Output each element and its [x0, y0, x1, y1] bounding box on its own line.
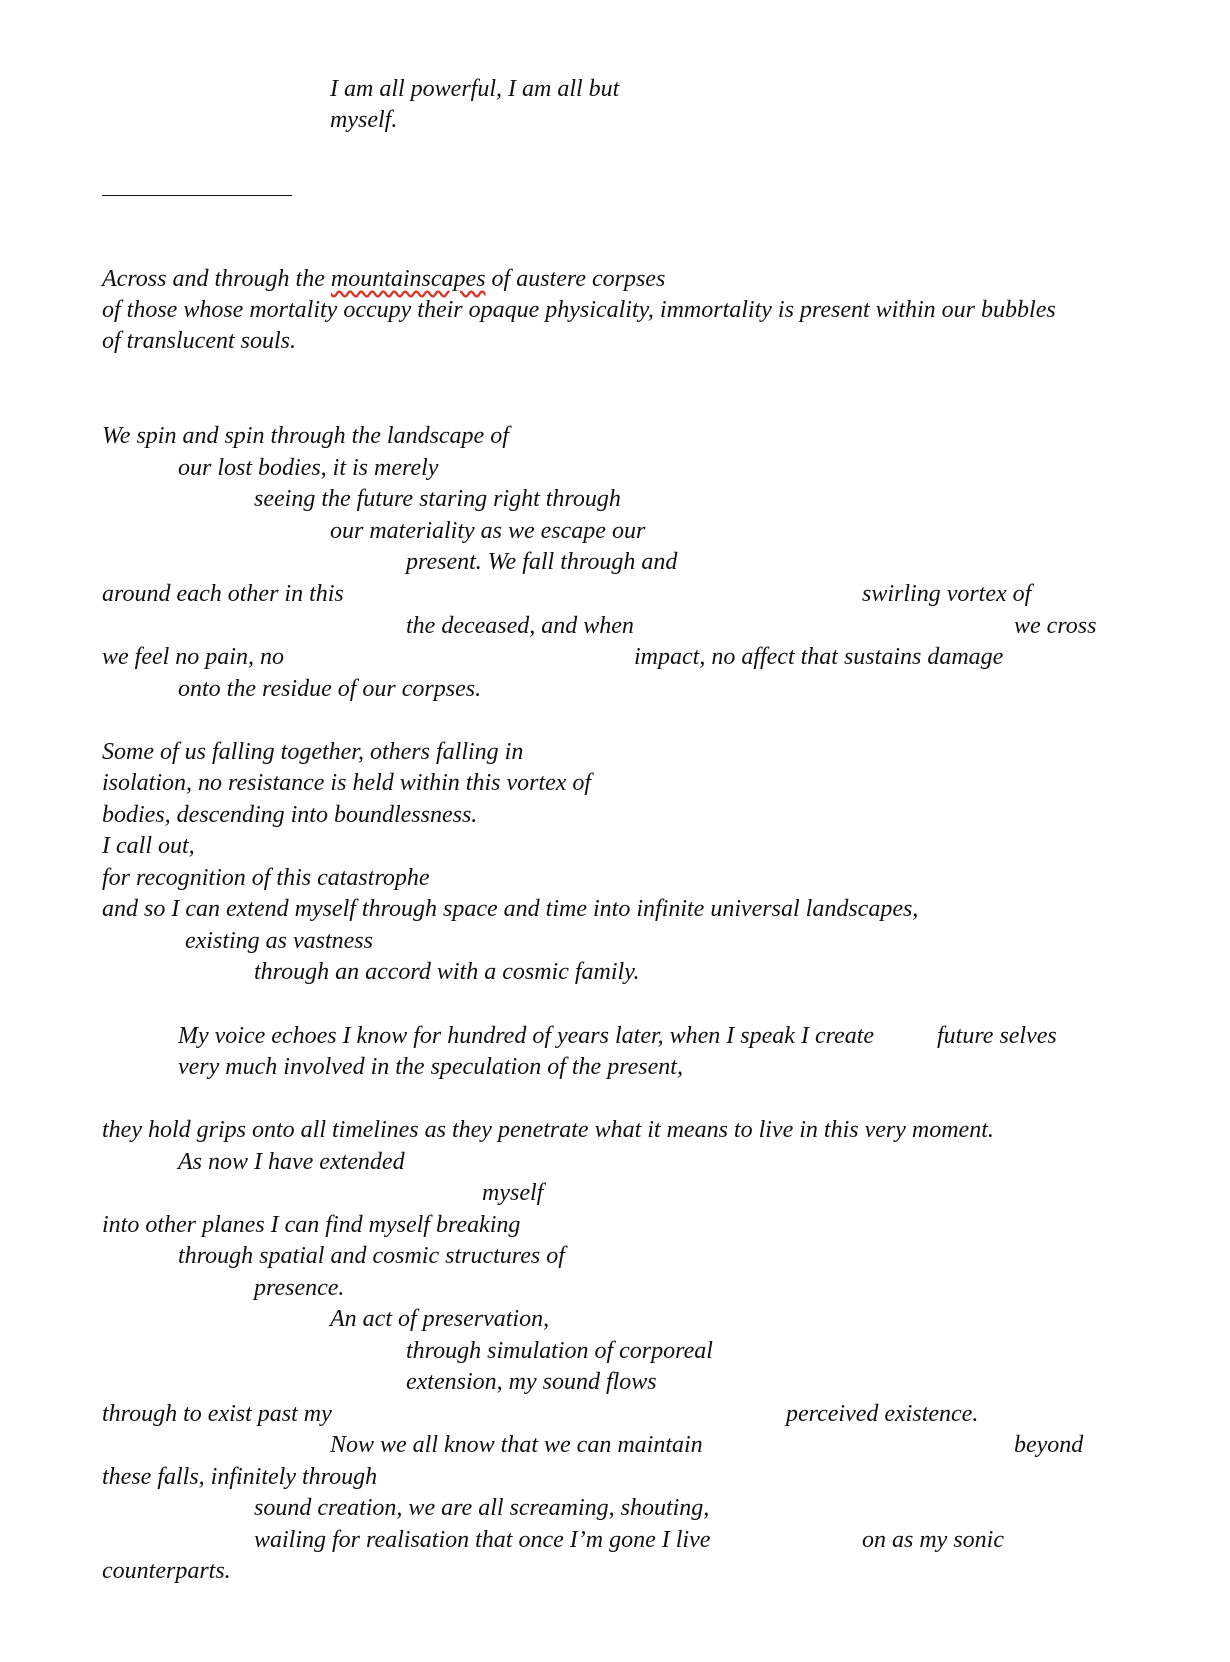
poem-line: swirling vortex of [862, 581, 1032, 607]
poem-line: Some of us falling together, others falling in [102, 739, 524, 765]
poem-line: through to exist past my [102, 1401, 332, 1427]
section-divider [102, 195, 292, 196]
poem-line: for recognition of this catastrophe [102, 865, 430, 891]
poem-line: My voice echoes I know for hundred of years later, when I speak I create [178, 1023, 875, 1049]
poem-line [102, 264, 665, 294]
poem-line: existing as vastness [185, 928, 373, 954]
poem-line: isolation, no resistance is held within this vortex of [102, 770, 592, 796]
poem-line: counterparts. [102, 1558, 231, 1584]
poem-line: We spin and spin through the landscape of [102, 423, 509, 449]
poem-line: through simulation of corporeal [406, 1338, 713, 1364]
poem-line: into other planes I can find myself breaking [102, 1212, 521, 1238]
poem-line: future selves [937, 1023, 1057, 1049]
poem-line: these falls, infinitely through [102, 1464, 378, 1490]
poem-line: sound creation, we are all screaming, shouting, [254, 1495, 710, 1521]
poem-line: beyond [1014, 1432, 1084, 1458]
poem-line: myself [482, 1180, 544, 1206]
poem-line: through spatial and cosmic structures of [178, 1243, 565, 1269]
poem-line: presence. [254, 1275, 345, 1301]
poem-text: Across and through the [102, 266, 331, 292]
poem-line: perceived existence. [786, 1401, 979, 1427]
spellcheck-flagged-word[interactable]: mountainscapes [330, 266, 486, 292]
poem-line: through an accord with a cosmic family. [254, 959, 640, 985]
poem-line: Now we all know that we can maintain [330, 1432, 703, 1458]
poem-line: of translucent souls. [102, 328, 297, 354]
poem-line: very much involved in the speculation of the present, [178, 1054, 683, 1080]
poem-line: myself. [330, 107, 398, 133]
poem-line: As now I have extended [178, 1149, 405, 1175]
poem-line: we feel no pain, no [102, 644, 284, 670]
poem-line: around each other in this [102, 581, 344, 607]
poem-line: seeing the future staring right through [254, 486, 621, 512]
poem-line: onto the residue of our corpses. [178, 676, 482, 702]
poem-line: bodies, descending into boundlessness. [102, 802, 478, 828]
poem-line: An act of preservation, [330, 1306, 550, 1332]
poem-line: extension, my sound flows [406, 1369, 657, 1395]
poem-text: of austere corpses [485, 266, 666, 292]
poem-line: wailing for realisation that once I’m gone I live [254, 1527, 711, 1553]
poem-line: impact, no affect that sustains damage [634, 644, 1004, 670]
poem-line: and so I can extend myself through space and time into infinite universal landscapes, [102, 896, 919, 922]
poem-line: our materiality as we escape our [330, 518, 646, 544]
poem-line: we cross [1014, 613, 1097, 639]
poem-line: our lost bodies, it is merely [178, 455, 439, 481]
poem-line: I call out, [102, 833, 195, 859]
poem-line: of those whose mortality occupy their opaque physicality, immortality is present within our bubbles [102, 297, 1056, 323]
poem-line: present. We fall through and [406, 549, 678, 575]
poem-line: on as my sonic [862, 1527, 1004, 1553]
poem-line: I am all powerful, I am all but [330, 76, 620, 102]
poem-line: the deceased, and when [406, 613, 634, 639]
poem-line: they hold grips onto all timelines as they penetrate what it means to live in this very moment. [102, 1117, 994, 1143]
